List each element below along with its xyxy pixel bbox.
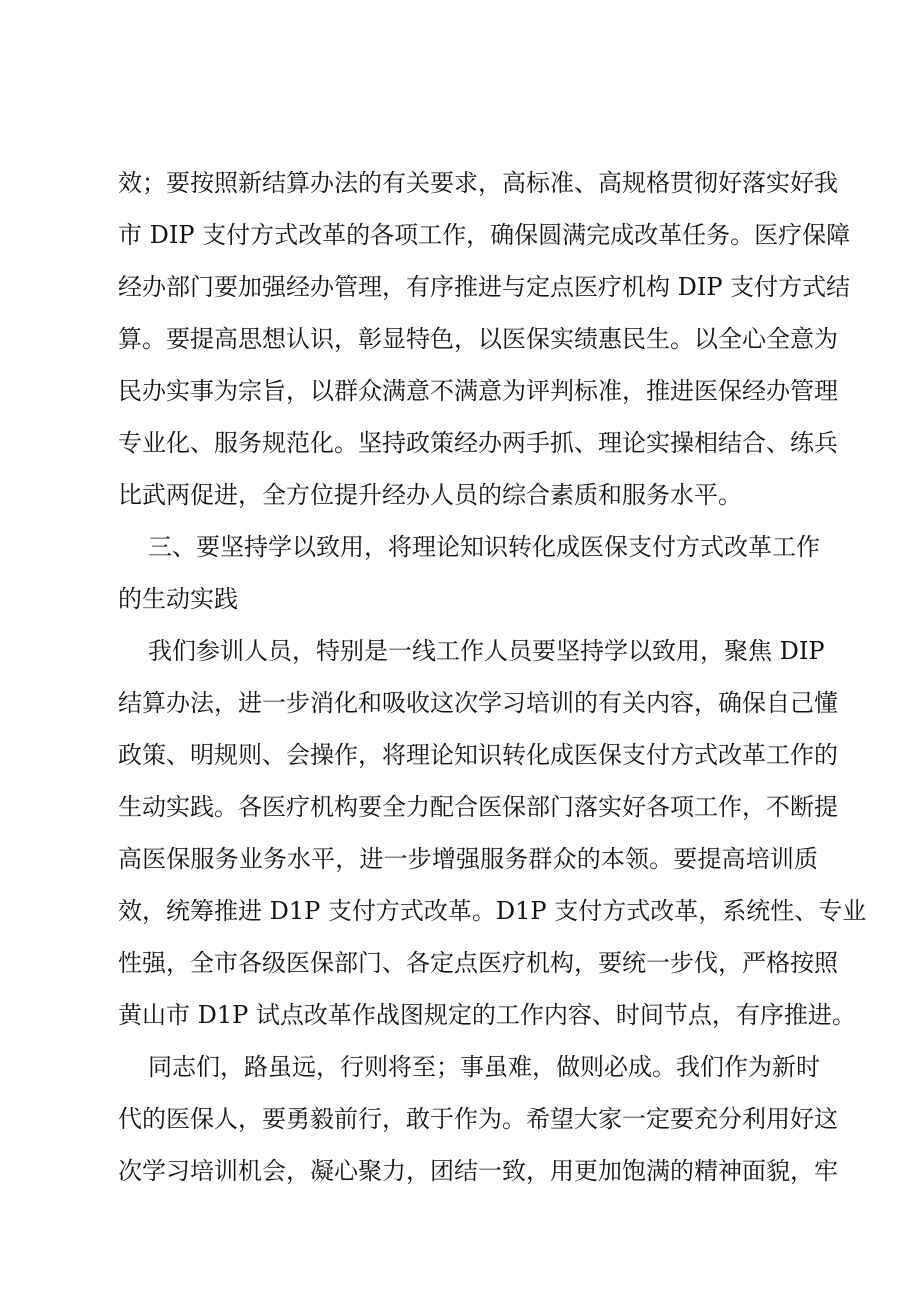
text-line: 市 DIP 支付方式改革的各项工作，确保圆满完成改革任务。医疗保障 (118, 221, 851, 249)
heading-line: 三、要坚持学以致用，将理论知识转化成医保支付方式改革工作 (148, 533, 820, 561)
text-line: 民办实事为宗旨，以群众满意不满意为评判标准，推进医保经办管理 (118, 377, 838, 405)
section-heading-3 (118, 521, 818, 625)
text-line: 算。要提高思想认识，彰显特色，以医保实绩惠民生。以全心全意为 (118, 325, 838, 353)
text-line: 效，统筹推进 D1P 支付方式改革。D1P 支付方式改革，系统性、专业 (118, 897, 867, 925)
text-line: 我们参训人员，特别是一线工作人员要坚持学以致用，聚焦 DIP (148, 637, 825, 665)
paragraph-2 (118, 625, 867, 1041)
text-line: 同志们，路虽远，行则将至；事虽难，做则必成。我们作为新时 (148, 1053, 820, 1081)
heading-line: 的生动实践 (118, 585, 238, 613)
text-line: 结算办法，进一步消化和吸收这次学习培训的有关内容，确保自己懂 (118, 689, 838, 717)
text-line: 高医保服务业务水平，进一步增强服务群众的本领。要提高培训质 (118, 845, 818, 873)
text-line: 代的医保人，要勇毅前行，敢于作为。希望大家一定要充分利用好这 (118, 1105, 838, 1133)
text-line: 政策、明规则、会操作，将理论知识转化成医保支付方式改革工作的 (118, 741, 838, 769)
paragraph-3 (118, 1041, 838, 1197)
text-line: 生动实践。各医疗机构要全力配合医保部门落实好各项工作，不断提 (118, 793, 838, 821)
text-line: 效；要按照新结算办法的有关要求，高标准、高规格贯彻好落实好我 (118, 169, 838, 197)
text-line: 比武两促进，全方位提升经办人员的综合素质和服务水平。 (118, 481, 742, 509)
text-line: 黄山市 D1P 试点改革作战图规定的工作内容、时间节点，有序推进。 (118, 1001, 856, 1029)
document-body (118, 157, 867, 1197)
paragraph-1 (118, 157, 851, 521)
text-line: 性强，全市各级医保部门、各定点医疗机构，要统一步伐，严格按照 (118, 949, 838, 977)
text-line: 专业化、服务规范化。坚持政策经办两手抓、理论实操相结合、练兵 (118, 429, 838, 457)
text-line: 经办部门要加强经办管理，有序推进与定点医疗机构 DIP 支付方式结 (118, 273, 851, 301)
text-line: 次学习培训机会，凝心聚力，团结一致，用更加饱满的精神面貌，牢 (118, 1157, 838, 1185)
